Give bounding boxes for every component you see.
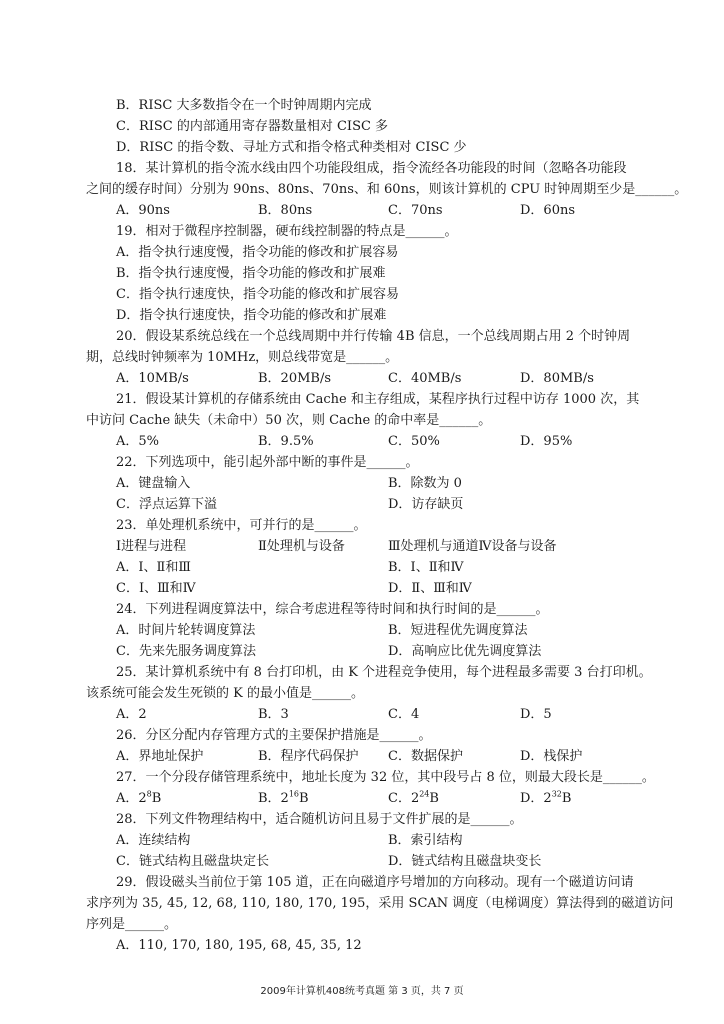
option-d-risc: D．RISC 的指令数、寻址方式和指令格式种类相对 CISC 少	[116, 140, 467, 155]
q23-option-b: B．Ⅰ、Ⅱ和Ⅳ	[388, 560, 464, 575]
q21-option-d: D．95%	[520, 434, 573, 449]
q20-option-a: A．10MB/s	[116, 371, 189, 386]
question-25-cont: 该系统可能会发生死锁的 K 的最小值是______。	[86, 686, 364, 701]
q18-option-c: C．70ns	[388, 203, 443, 218]
q26-option-b: B．程序代码保护	[258, 749, 359, 764]
question-28: 28．下列文件物理结构中，适合随机访问且易于文件扩展的是______。	[116, 812, 523, 827]
q19-option-c: C．指令执行速度快，指令功能的修改和扩展容易	[116, 287, 399, 302]
q22-option-c: C．浮点运算下溢	[116, 497, 217, 512]
question-23: 23．单处理机系统中，可并行的是______。	[116, 518, 367, 533]
question-26: 26．分区分配内存管理方式的主要保护措施是______。	[116, 728, 432, 743]
q27-a-base: A．2	[116, 791, 147, 806]
q27-c-unit: B	[429, 791, 439, 806]
q23-option-a: A．Ⅰ、Ⅱ和Ⅲ	[116, 560, 191, 575]
question-29-cont: 求序列为 35, 45, 12, 68, 110, 180, 170, 195，采用 SCAN 调度（电梯调度）算法得到的磁道访问	[86, 896, 674, 911]
q27-option-b	[258, 789, 309, 809]
q27-option-d	[520, 789, 571, 809]
q22-option-a: A．键盘输入	[116, 476, 191, 491]
option-b-risc: B．RISC 大多数指令在一个时钟周期内完成	[116, 98, 372, 113]
question-18-cont: 之间的缓存时间）分别为 90ns、80ns、70ns、和 60ns，则该计算机的 CPU 时钟周期至少是______。	[86, 182, 688, 197]
q18-option-d: D．60ns	[520, 203, 576, 218]
question-18: 18．某计算机的指令流水线由四个功能段组成，指令流经各功能段的时间（忽略各功能段	[116, 161, 627, 176]
q27-b-base: B．2	[258, 791, 289, 806]
q29-option-a: A．110, 170, 180, 195, 68, 45, 35, 12	[116, 938, 362, 953]
q24-option-a: A．时间片轮转调度算法	[116, 623, 256, 638]
q21-option-a: A．5%	[116, 434, 160, 449]
question-27: 27．一个分段存储管理系统中，地址长度为 32 位，其中段号占 8 位，则最大段长是______。	[116, 770, 655, 785]
q25-option-a: A．2	[116, 707, 147, 722]
q21-option-b: B．9.5%	[258, 434, 314, 449]
q23-item-ii: Ⅱ处理机与设备	[258, 539, 345, 554]
q20-option-b: B．20MB/s	[258, 371, 332, 386]
q23-option-c: C．Ⅰ、Ⅲ和Ⅳ	[116, 581, 196, 596]
question-20-cont: 期，总线时钟频率为 10MHz，则总线带宽是______。	[86, 350, 399, 365]
q28-option-d: D．链式结构且磁盘块变长	[388, 854, 542, 869]
q27-a-unit: B	[151, 791, 162, 806]
question-25: 25．某计算机系统中有 8 台打印机，由 K 个进程竞争使用，每个进程最多需要 3 台打印机。	[116, 665, 652, 680]
q26-option-a: A．界地址保护	[116, 749, 204, 764]
q27-option-a	[116, 789, 161, 809]
q27-d-unit: B	[561, 791, 572, 806]
q22-option-d: D．访存缺页	[388, 497, 464, 512]
q23-item-i: Ⅰ进程与进程	[116, 539, 187, 554]
question-21-cont: 中访问 Cache 缺失（未命中）50 次，则 Cache 的命中率是______。	[86, 413, 492, 428]
question-24: 24．下列进程调度算法中，综合考虑进程等待时间和执行时间的是______。	[116, 602, 549, 617]
q21-option-c: C．50%	[388, 434, 440, 449]
question-29-cont2: 序列是______。	[86, 917, 178, 932]
q19-option-a: A．指令执行速度慢，指令功能的修改和扩展容易	[116, 245, 399, 260]
q24-option-d: D．高响应比优先调度算法	[388, 644, 542, 659]
q19-option-d: D．指令执行速度快，指令功能的修改和扩展难	[116, 308, 387, 323]
q26-option-d: D．栈保护	[520, 749, 583, 764]
page-footer: 2009年计算机408统考真题 第 3 页，共 7 页	[260, 986, 464, 997]
q28-option-a: A．连续结构	[116, 833, 191, 848]
q22-option-b: B．除数为 0	[388, 476, 462, 491]
q20-option-d: D．80MB/s	[520, 371, 594, 386]
q27-d-base: D．2	[520, 791, 552, 806]
question-22: 22．下列选项中，能引起外部中断的事件是______。	[116, 455, 419, 470]
question-19: 19．相对于微程序控制器，硬布线控制器的特点是______。	[116, 224, 458, 239]
q28-option-b: B．索引结构	[388, 833, 463, 848]
q18-option-b: B．80ns	[258, 203, 313, 218]
q27-option-c	[388, 789, 439, 809]
q25-option-b: B．3	[258, 707, 289, 722]
q23-item-iii-iv: Ⅲ处理机与通道Ⅳ设备与设备	[388, 539, 557, 554]
q18-option-a: A．90ns	[116, 203, 170, 218]
q23-option-d: D．Ⅱ、Ⅲ和Ⅳ	[388, 581, 472, 596]
q27-c-base: C．2	[388, 791, 420, 806]
option-c-risc: C．RISC 的内部通用寄存器数量相对 CISC 多	[116, 119, 389, 134]
q27-b-exponent: 16	[288, 789, 300, 799]
q25-option-c: C．4	[388, 707, 420, 722]
q24-option-b: B．短进程优先调度算法	[388, 623, 528, 638]
question-29: 29．假设磁头当前位于第 105 道，正在向磁道序号增加的方向移动。现有一个磁道访问请	[116, 875, 634, 890]
q27-c-exponent: 24	[419, 789, 430, 799]
q20-option-c: C．40MB/s	[388, 371, 462, 386]
q27-a-exponent: 8	[146, 789, 152, 799]
question-20: 20．假设某系统总线在一个总线周期中并行传输 4B 信息，一个总线周期占用 2 个时钟周	[116, 329, 631, 344]
q24-option-c: C．先来先服务调度算法	[116, 644, 256, 659]
q26-option-c: C．数据保护	[388, 749, 463, 764]
q19-option-b: B．指令执行速度慢，指令功能的修改和扩展难	[116, 266, 386, 281]
q25-option-d: D．5	[520, 707, 552, 722]
q28-option-c: C．链式结构且磁盘块定长	[116, 854, 269, 869]
question-21: 21．假设某计算机的存储系统由 Cache 和主存组成，某程序执行过程中访存 1000 次，其	[116, 392, 640, 407]
q27-b-unit: B	[299, 791, 309, 806]
q27-d-exponent: 32	[551, 789, 562, 799]
